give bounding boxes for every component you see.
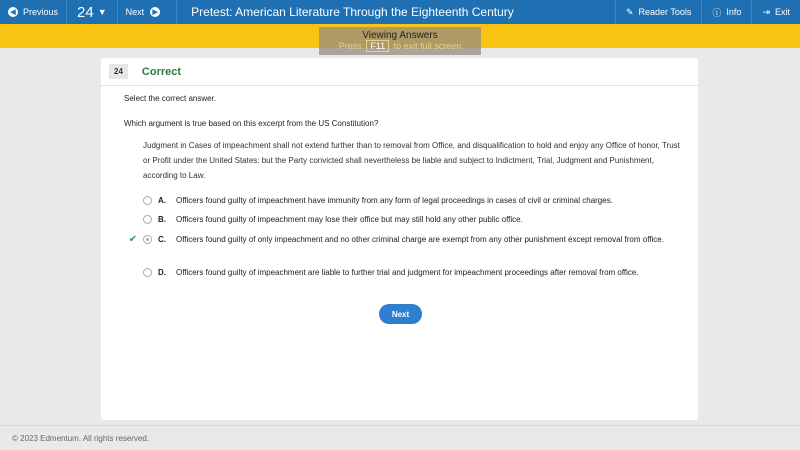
option-d[interactable] <box>101 266 676 279</box>
fullscreen-hint <box>319 40 481 52</box>
option-text: Officers found guilty of impeachment are liable to further trial and judgment for impeachment proceedings after removal from office. <box>176 268 639 277</box>
press-text: Press <box>338 41 362 51</box>
option-letter: B. <box>158 215 166 224</box>
chevron-down-icon: ▼ <box>97 7 107 17</box>
question-selector[interactable] <box>66 0 118 24</box>
f11-key: F11 <box>366 40 389 52</box>
info-icon: ⓘ <box>712 7 722 18</box>
option-text: Officers found guilty of only impeachment and no other criminal charge are exempt from any other punishment except removal from office. <box>176 235 664 244</box>
question-number-badge: 24 <box>109 64 128 79</box>
radio-b[interactable] <box>143 215 152 224</box>
card-header <box>101 58 698 86</box>
reader-tools-label: Reader Tools <box>638 7 692 17</box>
radio-c[interactable] <box>143 235 152 244</box>
next-button[interactable]: Next <box>379 304 422 324</box>
viewing-answers-text: Viewing Answers <box>362 30 438 41</box>
top-navigation-bar <box>0 0 800 24</box>
question-number: 24 <box>77 3 94 21</box>
option-letter: A. <box>158 196 166 205</box>
next-nav-label: Next <box>125 7 145 17</box>
next-nav-button[interactable] <box>118 0 169 24</box>
previous-button[interactable] <box>0 0 66 24</box>
arrow-left-icon: ◀ <box>8 7 18 17</box>
option-c[interactable] <box>101 233 676 246</box>
option-letter: D. <box>158 268 166 277</box>
option-letter: C. <box>158 235 166 244</box>
previous-label: Previous <box>23 7 59 17</box>
arrow-right-icon: ▶ <box>150 7 160 17</box>
exit-fullscreen-text: to exit full screen <box>393 41 462 51</box>
copyright-text: © 2023 Edmentum. All rights reserved. <box>12 433 150 443</box>
option-a[interactable] <box>101 194 676 207</box>
info-button[interactable] <box>701 0 751 24</box>
radio-d[interactable] <box>143 268 152 277</box>
question-text: Which argument is true based on this excerpt from the US Constitution? <box>124 119 379 128</box>
option-b[interactable] <box>101 213 676 226</box>
result-status: Correct <box>141 65 182 78</box>
option-text: Officers found guilty of impeachment may lose their office but may still hold any other public office. <box>176 215 523 224</box>
wrench-icon: ✎ <box>625 6 634 17</box>
fullscreen-banner <box>319 27 481 55</box>
option-text: Officers found guilty of impeachment have immunity from any form of legal proceedings in cases of civil or criminal charges. <box>176 196 613 205</box>
footer <box>0 425 800 450</box>
exit-icon: ⇥ <box>762 6 770 17</box>
constitution-excerpt: Judgment in Cases of impeachment shall not extend further than to removal from Office, and disqualification to hold and enjoy any Office of honor, Trust or Profit under the United States: but the Party convicted shall nevertheless be liable and subject to Indictment, Trial, Judgment and Punishment, according to Law. <box>143 141 680 180</box>
info-label: Info <box>726 7 742 17</box>
page-title: Pretest: American Literature Through the Eighteenth Century <box>176 0 615 24</box>
reader-tools-button[interactable] <box>615 0 701 24</box>
instruction-text: Select the correct answer. <box>124 94 217 103</box>
checkmark-icon: ✔ <box>128 234 138 245</box>
question-card <box>101 58 698 420</box>
exit-label: Exit <box>774 7 790 17</box>
exit-button[interactable] <box>751 0 800 24</box>
radio-a[interactable] <box>143 196 152 205</box>
